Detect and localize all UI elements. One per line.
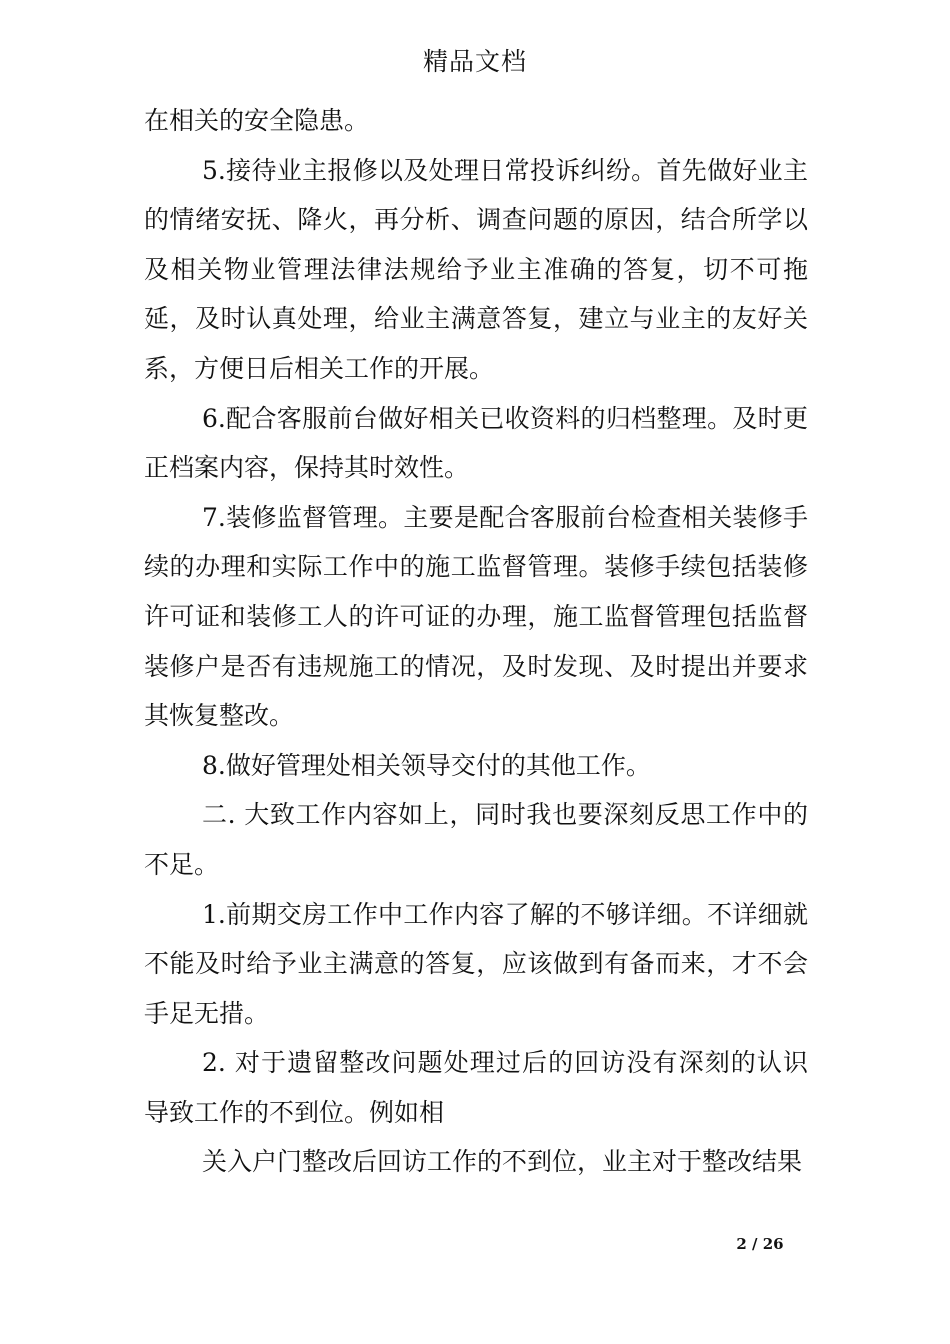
page-number: 2 / 26 <box>736 1235 784 1253</box>
paragraph-6: 二. 大致工作内容如上，同时我也要深刻反思工作中的不足。 <box>144 800 808 879</box>
paragraph-3: 6.配合客服前台做好相关已收资料的归档整理。及时更正档案内容，保持其时效性。 <box>144 403 808 483</box>
paragraph-9: 关入户门整改后回访工作的不到位，业主对于整改结果 <box>202 1147 803 1177</box>
paragraph-1: 在相关的安全隐患。 <box>144 106 370 135</box>
document-body <box>144 96 808 1187</box>
paragraph-5: 8.做好管理处相关领导交付的其他工作。 <box>202 750 651 780</box>
paragraph-2: 5.接待业主报修以及处理日常投诉纠纷。首先做好业主的情绪安抚、降火，再分析、调查问题的原因，结合所学以及相关物业管理法律法规给予业主准确的答复，切不可拖延，及时认真处理，给业主满意答复，建立与业主的友好关系，方便日后相关工作的开展。 <box>144 155 808 383</box>
paragraph-4: 7.装修监督管理。主要是配合客服前台检查相关装修手续的办理和实际工作中的施工监督管理。装修手续包括装修许可证和装修工人的许可证的办理，施工监督管理包括监督装修户是否有违规施工的情况，及时发现、及时提出并要求其恢复整改。 <box>144 502 808 731</box>
paragraph-8: 2. 对于遗留整改问题处理过后的回访没有深刻的认识导致工作的不到位。例如相 <box>144 1048 808 1127</box>
page-header: 精品文档 <box>422 47 527 76</box>
paragraph-7: 1.前期交房工作中工作内容了解的不够详细。不详细就不能及时给予业主满意的答复，应该做到有备而来，才不会手足无措。 <box>144 899 808 1028</box>
